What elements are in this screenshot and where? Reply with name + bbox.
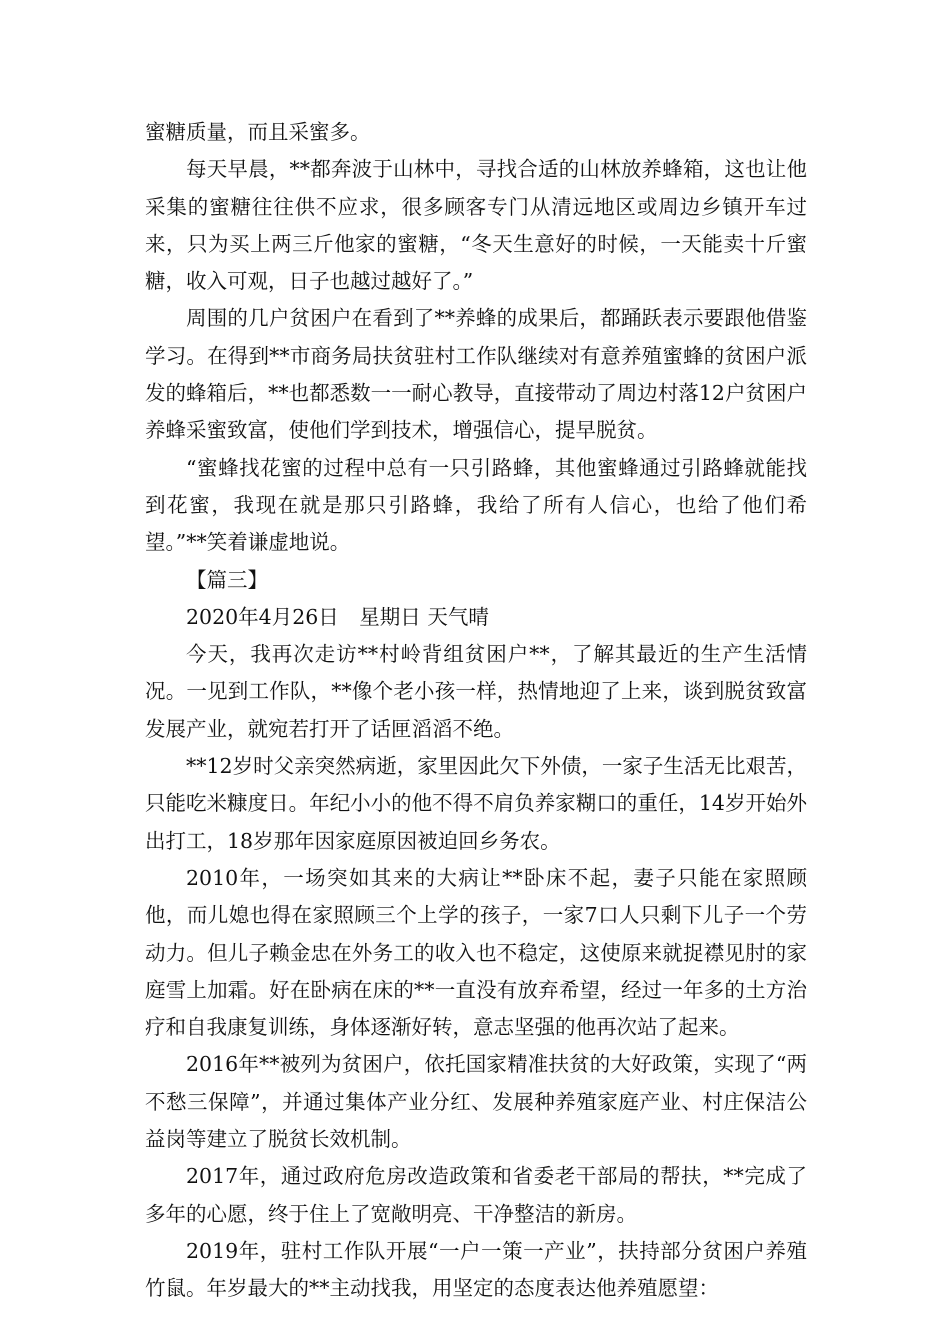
quote-paragraph: “蜜蜂找花蜜的过程中总有一只引路蜂，其他蜜蜂通过引路蜂就能找到花蜜，我现在就是那只引路蜂，我给了所有人信心，也给了他们希望。”**笑着谦虚地说。 <box>145 455 807 555</box>
paragraph: 2017年，通过政府危房改造政策和省委老干部局的帮扶，**完成了多年的心愿，终于住上了宽敞明亮、干净整洁的新房。 <box>145 1164 807 1226</box>
paragraph: 蜜糖质量，而且采蜜多。 <box>145 120 371 144</box>
date-line: 2020年4月26日 星期日 天气晴 <box>186 604 489 629</box>
document-body <box>145 114 807 1308</box>
paragraph: 今天，我再次走访**村岭背组贫困户**，了解其最近的生产生活情况。一见到工作队，**像个老小孩一样，热情地迎了上来，谈到脱贫致富发展产业，就宛若打开了话匣滔滔不绝。 <box>145 642 807 741</box>
paragraph: 2010年，一场突如其来的大病让**卧床不起，妻子只能在家照顾他，而儿媳也得在家照顾三个上学的孩子，一家7口人只剩下儿子一个劳动力。但儿子赖金忠在外务工的收入也不稳定，这使原来就捉襟见肘的家庭雪上加霜。好在卧病在床的**一直没有放弃希望，经过一年多的土方治疗和自我康复训练，身体逐渐好转，意志坚强的他再次站了起来。 <box>145 865 807 1040</box>
paragraph: 周围的几户贫困户在看到了**养蜂的成果后，都踊跃表示要跟他借鉴学习。在得到**市商务局扶贫驻村工作队继续对有意养殖蜜蜂的贫困户派发的蜂箱后，**也都悉数一一耐心教导，直接带动了周边村落12户贫困户养蜂采蜜致富，使他们学到技术，增强信心，提早脱贫。 <box>145 306 807 443</box>
paragraph: 2019年，驻村工作队开展“一户一策一产业”，扶持部分贫困户养殖竹鼠。年岁最大的**主动找我，用坚定的态度表达他养殖愿望： <box>145 1238 807 1301</box>
section-heading: 【篇三】 <box>186 567 268 592</box>
paragraph: **12岁时父亲突然病逝，家里因此欠下外债，一家子生活无比艰苦，只能吃米糠度日。年纪小小的他不得不肩负养家糊口的重任，14岁开始外出打工，18岁那年因家庭原因被迫回乡务农。 <box>145 754 807 853</box>
paragraph: 每天早晨，**都奔波于山林中，寻找合适的山林放养蜂箱，这也让他采集的蜜糖往往供不应求，很多顾客专门从清远地区或周边乡镇开车过来，只为买上两三斤他家的蜜糖，“冬天生意好的时候，一天能卖十斤蜜糖，收入可观，日子也越过越好了。” <box>145 157 807 294</box>
paragraph: 2016年**被列为贫困户，依托国家精准扶贫的大好政策，实现了“两不愁三保障”，并通过集体产业分红、发展种养殖家庭产业、村庄保洁公益岗等建立了脱贫长效机制。 <box>145 1052 807 1152</box>
